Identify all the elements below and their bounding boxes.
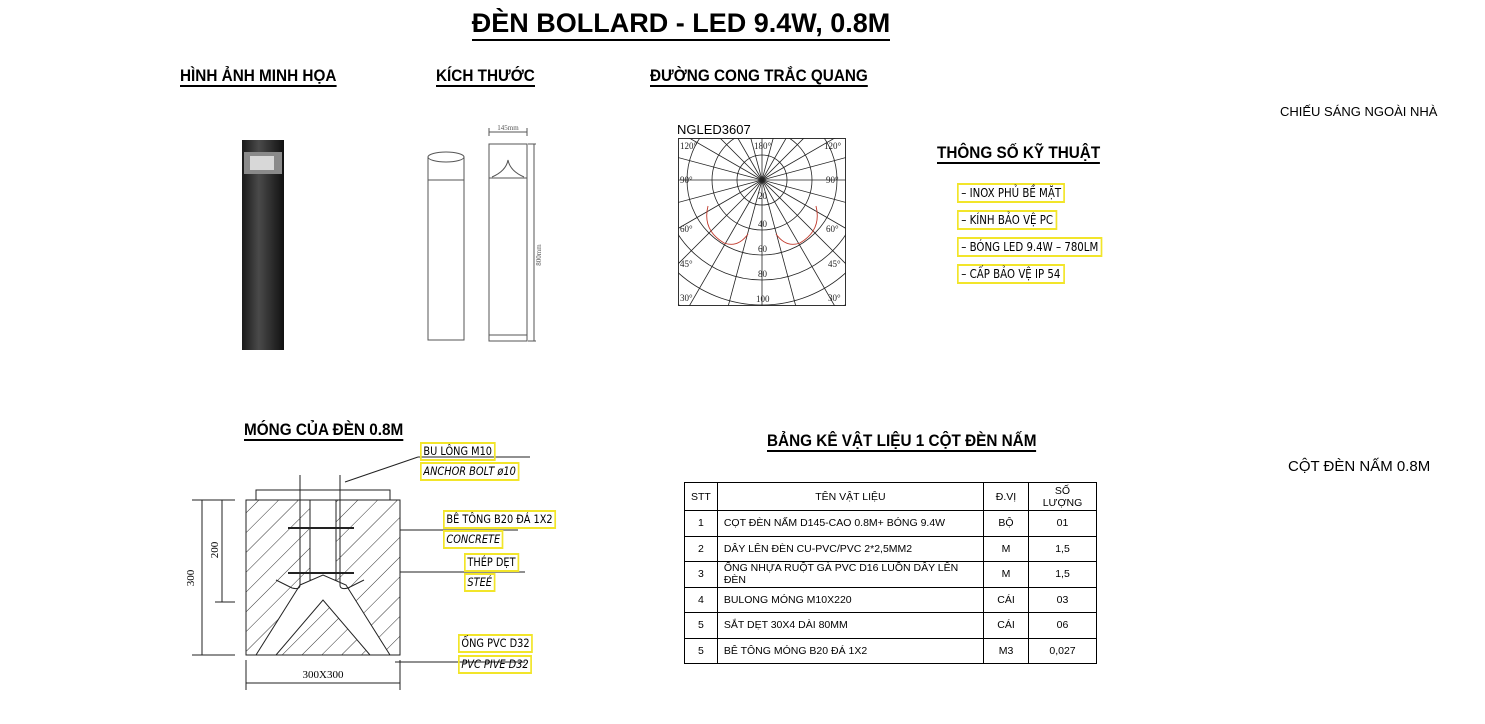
dimension-drawing [410, 115, 550, 350]
heading-photometric: ĐƯỜNG CONG TRẮC QUANG [650, 66, 868, 85]
row-name: BULONG MÓNG M10X220 [717, 587, 983, 613]
concrete-label-en: CONCRETE [443, 530, 504, 549]
header-quantity: SỐ LƯỢNG [1029, 483, 1097, 511]
row-unit: M [984, 562, 1029, 588]
row-quantity: 03 [1029, 587, 1097, 613]
angle-label: 30° [680, 293, 693, 303]
radial-label: 100 [756, 294, 770, 304]
category-note: CHIẾU SÁNG NGOÀI NHÀ [1280, 104, 1438, 119]
angle-label: 120° [680, 141, 698, 151]
row-stt: 3 [685, 562, 718, 588]
row-quantity: 01 [1029, 511, 1097, 537]
table-row [685, 613, 1097, 639]
materials-table [684, 482, 1097, 664]
product-note: CỘT ĐÈN NẤM 0.8M [1288, 458, 1431, 475]
width-dimension: 145mm [497, 124, 519, 132]
heading-illustration: HÌNH ẢNH MINH HỌA [180, 66, 337, 85]
row-quantity: 1,5 [1029, 562, 1097, 588]
row-name: CỌT ĐÈN NẤM D145-CAO 0.8M+ BÓNG 9.4W [717, 511, 983, 537]
row-stt: 1 [685, 511, 718, 537]
row-quantity: 06 [1029, 613, 1097, 639]
header-stt: STT [685, 483, 718, 511]
row-unit: CÁI [984, 587, 1029, 613]
table-row [685, 562, 1097, 588]
spec-item: – KÍNH BẢO VỆ PC [957, 210, 1057, 230]
bolt-label: BU LÔNG M10 [420, 442, 495, 461]
row-unit: BỘ [984, 511, 1029, 537]
pipe-label: ỐNG PVC D32 [458, 634, 533, 653]
row-unit: CÁI [984, 613, 1029, 639]
bolt-depth-dimension: 200 [209, 541, 221, 559]
row-name: DÂY LÊN ĐÈN CU-PVC/PVC 2*2,5MM2 [717, 536, 983, 562]
page-title-text: ĐÈN BOLLARD - LED 9.4W, 0.8M [472, 8, 891, 41]
total-depth-dimension: 300 [185, 569, 197, 587]
row-stt: 4 [685, 587, 718, 613]
row-stt: 5 [685, 613, 718, 639]
heading-foundation: MÓNG CỦA ĐÈN 0.8M [244, 420, 404, 439]
pipe-label-en: PVC PIVE D32 [458, 655, 532, 674]
model-label: NGLED3607 [677, 122, 751, 137]
base-size-dimension: 300X300 [302, 669, 344, 681]
radial-label: 60 [758, 244, 767, 254]
row-name: BÊ TÔNG MÓNG B20 ĐÁ 1X2 [717, 638, 983, 664]
header-unit: Đ.VỊ [984, 483, 1029, 511]
row-stt: 5 [685, 638, 718, 664]
height-dimension: 800mm [535, 244, 543, 266]
spec-item: – INOX PHỦ BỀ MẶT [957, 183, 1065, 203]
table-row [685, 638, 1097, 664]
row-unit: M [984, 536, 1029, 562]
angle-label: 30° [828, 293, 841, 303]
spec-item: – CẤP BẢO VỆ IP 54 [957, 264, 1065, 284]
row-unit: M3 [984, 638, 1029, 664]
concrete-label: BÊ TÔNG B20 ĐÁ 1X2 [443, 510, 556, 529]
angle-label: 45° [680, 259, 693, 269]
page-title [0, 8, 1362, 39]
table-row [685, 536, 1097, 562]
angle-label: 180° [754, 141, 772, 151]
angle-label: 120° [824, 141, 842, 151]
row-stt: 2 [685, 536, 718, 562]
row-name: ỐNG NHỰA RUỘT GÀ PVC D16 LUỒN DÂY LÊN ĐÈN [717, 562, 983, 588]
header-name: TÊN VẬT LIỆU [717, 483, 983, 511]
table-row [685, 511, 1097, 537]
angle-label: 60° [680, 224, 693, 234]
table-row [685, 587, 1097, 613]
bolt-label-en: ANCHOR BOLT ø10 [420, 462, 519, 481]
angle-label: 90° [826, 175, 839, 185]
row-name: SẮT DẸT 30X4 DÀI 80MM [717, 613, 983, 639]
photometric-polar-chart [678, 138, 846, 306]
radial-label: 40 [758, 219, 767, 229]
radial-label: 80 [758, 269, 767, 279]
steel-label-en: STEÉ [464, 573, 495, 592]
row-quantity: 0,027 [1029, 638, 1097, 664]
row-quantity: 1,5 [1029, 536, 1097, 562]
heading-dimensions: KÍCH THƯỚC [436, 66, 535, 85]
spec-item: – BÓNG LED 9.4W – 780LM [957, 237, 1103, 257]
radial-label: 20 [758, 191, 767, 201]
angle-label: 45° [828, 259, 841, 269]
table-header-row [685, 483, 1097, 511]
bollard-photo [238, 136, 290, 354]
heading-specs: THÔNG SỐ KỸ THUẬT [937, 143, 1101, 162]
steel-label: THÉP DẸT [464, 553, 519, 572]
angle-label: 90° [680, 175, 693, 185]
angle-label: 60° [826, 224, 839, 234]
heading-materials: BẢNG KÊ VẬT LIỆU 1 CỘT ĐÈN NẤM [767, 431, 1037, 450]
